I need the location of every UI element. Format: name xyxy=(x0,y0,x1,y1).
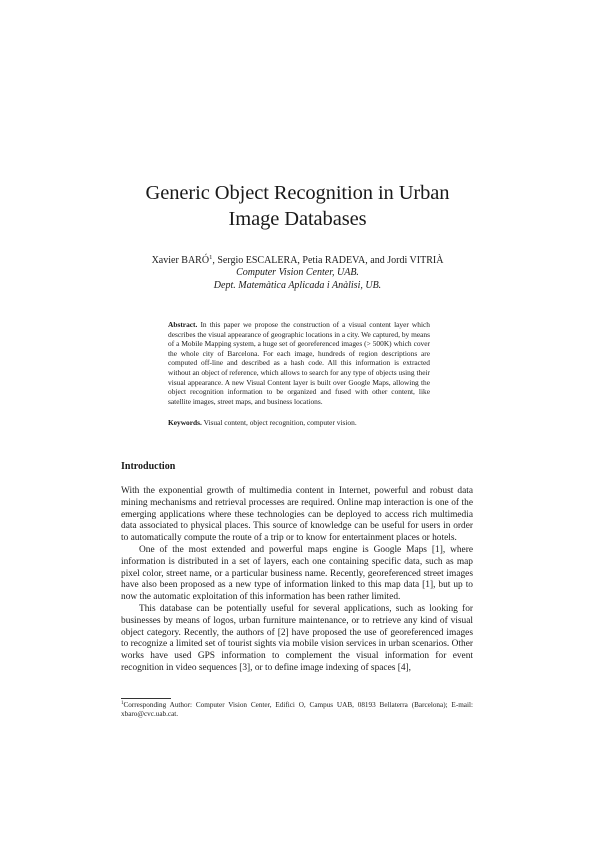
paragraph-3: This database can be potentially useful for several applications, such as looking for businesses by means of logos, urban furniture maintenance, or to retrieve any kind of visual object category. Recently, the authors of [2] have proposed the use of georeferenced images to recognize a limited set of tourist sights via mobile vision services in urban scenarios. Other works have used GPS information to complement the visual information for event recognition in video sequences [3], or to define image indexing of spaces [4], xyxy=(121,603,473,673)
section-heading: Introduction xyxy=(121,461,176,472)
paragraph-2: One of the most extended and powerful maps engine is Google Maps [1], where information is distributed in a set of layers, each one containing specific data, such as map pixel color, street name, or a particular business name. Recently, georeferenced street images have also been proposed as a new type of information linked to this map data [1], but up to now the automatic exploitation of this information has been rather limited. xyxy=(121,544,473,603)
author-footnote-mark: 1 xyxy=(209,254,213,261)
footnote-rule xyxy=(121,698,171,699)
keywords-text: Visual content, object recognition, computer vision. xyxy=(203,418,357,427)
footnote-text: Corresponding Author: Computer Vision Center, Edifici O, Campus UAB, 08193 Bellaterra (Barcelona); E-mail: xbaro@cvc.uab.cat. xyxy=(121,701,473,719)
footnote xyxy=(121,701,473,720)
paper-title xyxy=(0,180,595,232)
author-rest: , Sergio ESCALERA, Petia RADEVA, and Jordi VITRIÀ xyxy=(212,255,444,266)
body-text xyxy=(121,486,473,675)
title-line-2: Image Databases xyxy=(228,208,367,230)
keywords-label: Keywords. xyxy=(168,418,202,427)
affiliation-2: Dept. Matemàtica Aplicada i Anàlisi, UB. xyxy=(213,280,382,291)
title-line-1: Generic Object Recognition in Urban xyxy=(145,182,450,204)
abstract xyxy=(168,320,430,406)
paragraph-1: With the exponential growth of multimedia content in Internet, powerful and robust data mining mechanisms and retrieval processes are required. Online map interaction is one of the emerging applications where these technologies can be deployed to access rich multimedia data associated to physical places. This source of knowledge can be useful for users in order to automatically compute the route of a trip or to know for entertainment places or hotels. xyxy=(121,486,473,544)
footnote-mark: 1 xyxy=(121,701,124,706)
abstract-label: Abstract. xyxy=(168,320,198,329)
affiliation-1: Computer Vision Center, UAB. xyxy=(236,267,359,278)
abstract-text: In this paper we propose the construction of a visual content layer which describes the visual appearance of geographic locations in a city. We captured, by means of a Mobile Mapping system, a huge set of georeferenced images (> 500K) which cover the whole city of Barcelona. For each image, hundreds of region descriptions are computed off-line and described as a hash code. All this information is extracted without an object of reference, which allows to search for any type of objects using their visual appearance. A new Visual Content layer is built over Google Maps, allowing the object recognition information to be organized and fused with other content, like satellite images, street maps, and business locations. xyxy=(168,320,430,406)
author-first: Xavier BARÓ xyxy=(151,255,210,266)
keywords xyxy=(168,418,430,428)
